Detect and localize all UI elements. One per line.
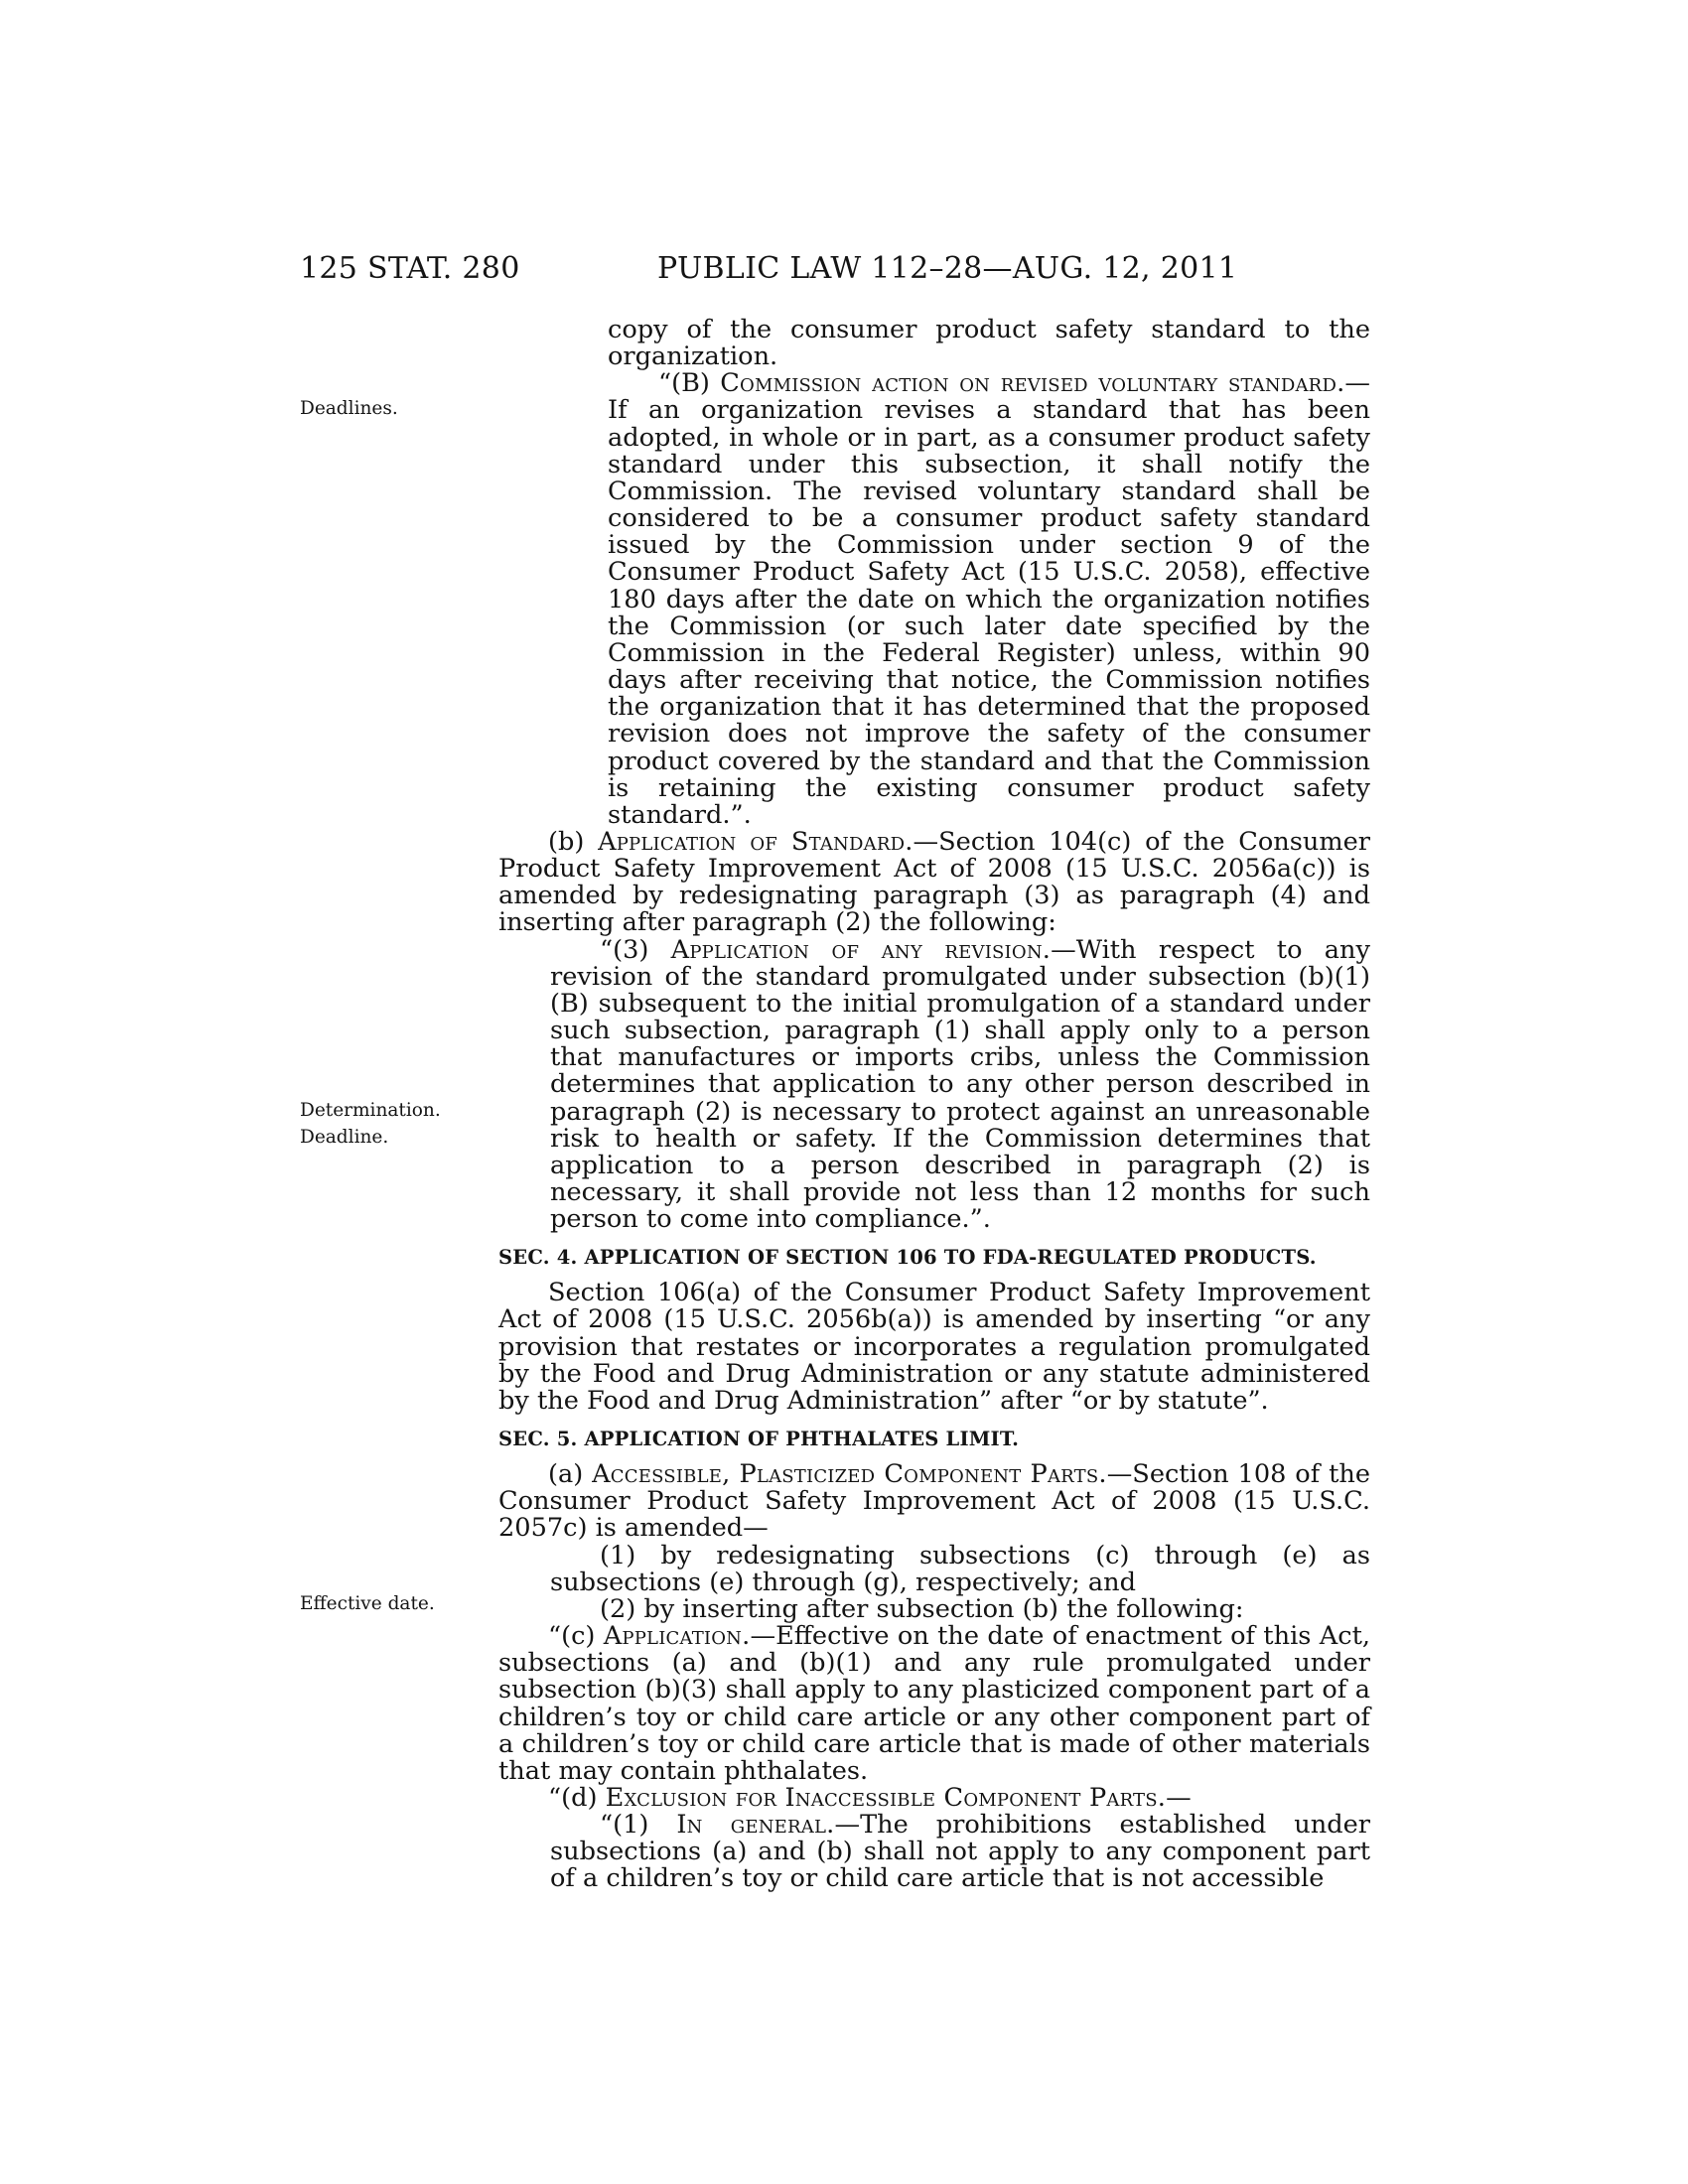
paragraph-text: Section 106(a) of the Consumer Product Safety Improvement Act of 2008 (15 U.S.C. 2056b(a)) is amended by inserting “or any provision that restates or incorporates a regulation promulgated by the Food and Drug Administration or any statute administered by the Food and Drug Administration” after “or by statute”. — [498, 1278, 1370, 1416]
paragraph-text: copy of the consumer product safety standard to the organization. — [608, 315, 1370, 372]
paragraph-lead: (a) — [548, 1459, 593, 1490]
section-4-text — [498, 1280, 1370, 1415]
paragraph-caption: Application of Standard. — [598, 826, 914, 857]
paragraph-lead: (b) — [548, 826, 599, 857]
paragraph-text: —If an organization revises a standard that has been adopted, in whole or in part, as a consumer product safety standard under this subsection, it shall notify the Commission. The revised voluntary standard shall be considered to be a consumer product safety standard issued by the Commission under section 9 of the Consumer Product Safety Act (15 U.S.C. 2058), effective 180 days after the date on which the organization notifies the Commission (or such later date specified by the Commission in the Federal Register) unless, within 90 days after receiving that notice, the Commission notifies the organization that it has determined that the proposed revision does not improve the safety of the consumer product covered by the standard and that the Commission is retaining the existing consumer product safety standard.”. — [608, 368, 1371, 830]
paragraph-accessible-component-parts — [498, 1461, 1370, 1542]
margin-note-deadlines: Deadlines. — [300, 398, 398, 419]
paragraph-continuation — [498, 317, 1370, 370]
paragraph-lead: “(1) — [600, 1810, 677, 1841]
paragraph-text: —With respect to any revision of the standard promulgated under subsection (b)(1)(B) subsequent to the initial promulgation of a standard under such subsection, paragraph (1) shall apply only to a person that manufactures or imports cribs, unless the Commission determines that application to any other person described in paragraph (2) is necessary to protect against an unreasonable risk to health or safety. If the Commission determines that application to a person described in paragraph (2) is necessary, it shall provide not less than 12 months for such person to come into compliance.”. — [550, 934, 1371, 1235]
paragraph-caption: Exclusion for Inaccessible Component Parts. — [605, 1782, 1167, 1813]
paragraph-text: —The prohibitions established under subsections (a) and (b) shall not apply to any component part of a children’s toy or child care article that is not accessible — [550, 1810, 1370, 1894]
paragraph-text: (2) by inserting after subsection (b) the following: — [600, 1593, 1244, 1624]
paragraph-exclusion — [498, 1782, 1370, 1813]
law-title: PUBLIC LAW 112–28—AUG. 12, 2011 — [657, 251, 1238, 286]
paragraph-caption: Application of any revision. — [670, 934, 1052, 965]
paragraph-text: —Effective on the date of enactment of this Act, subsections (a) and (b)(1) and any rule promulgated under subsection (b)(3) shall apply to any plasticized component part of a children’s toy or child care article or any other component part of a children’s toy or child care article that is made of other materials that may contain phthalates. — [498, 1621, 1370, 1786]
paragraph-text: — — [1166, 1782, 1192, 1813]
paragraph-text: (1) by redesignating subsections (c) through (e) as subsections (e) through (g), respectively; and — [550, 1540, 1370, 1597]
paragraph-application-of-revision — [498, 934, 1371, 1235]
section-4-heading: SEC. 4. APPLICATION OF SECTION 106 TO FDA-REGULATED PRODUCTS. — [498, 1246, 1317, 1270]
paragraph-commission-action — [498, 370, 1370, 829]
page-number: 125 STAT. 280 — [300, 251, 520, 286]
section-5-heading: SEC. 5. APPLICATION OF PHTHALATES LIMIT. — [498, 1428, 1020, 1451]
running-header — [300, 249, 1369, 289]
paragraph-application-of-standard — [498, 826, 1370, 938]
paragraph-lead: “(3) — [600, 934, 671, 965]
paragraph-in-general — [498, 1812, 1370, 1892]
paragraph-caption: Accessible, Plasticized Component Parts. — [592, 1459, 1107, 1490]
margin-note-effective-date: Effective date. — [300, 1593, 435, 1614]
paragraph-item-2 — [498, 1593, 1370, 1624]
paragraph-item-1 — [498, 1540, 1370, 1597]
paragraph-application — [498, 1623, 1370, 1785]
paragraph-caption: Application. — [603, 1621, 751, 1652]
margin-note-determination: Determination. — [300, 1100, 441, 1121]
paragraph-lead: “(B) — [658, 368, 721, 399]
paragraph-caption: Commission action on revised voluntary standard. — [720, 368, 1345, 399]
margin-note-deadline: Deadline. — [300, 1127, 389, 1148]
body-text — [498, 317, 1370, 1893]
paragraph-lead: “(c) — [548, 1621, 604, 1652]
paragraph-caption: In general. — [676, 1810, 835, 1841]
paragraph-text: —Section 104(c) of the Consumer Product Safety Improvement Act of 2008 (15 U.S.C. 2056a(c)) is amended by redesignating paragraph (3) as paragraph (4) and inserting after paragraph (2) the following: — [498, 826, 1370, 938]
paragraph-text: —Section 108 of the Consumer Product Safety Improvement Act of 2008 (15 U.S.C. 2057c) is amended— — [498, 1459, 1370, 1544]
paragraph-lead: “(d) — [548, 1782, 606, 1813]
